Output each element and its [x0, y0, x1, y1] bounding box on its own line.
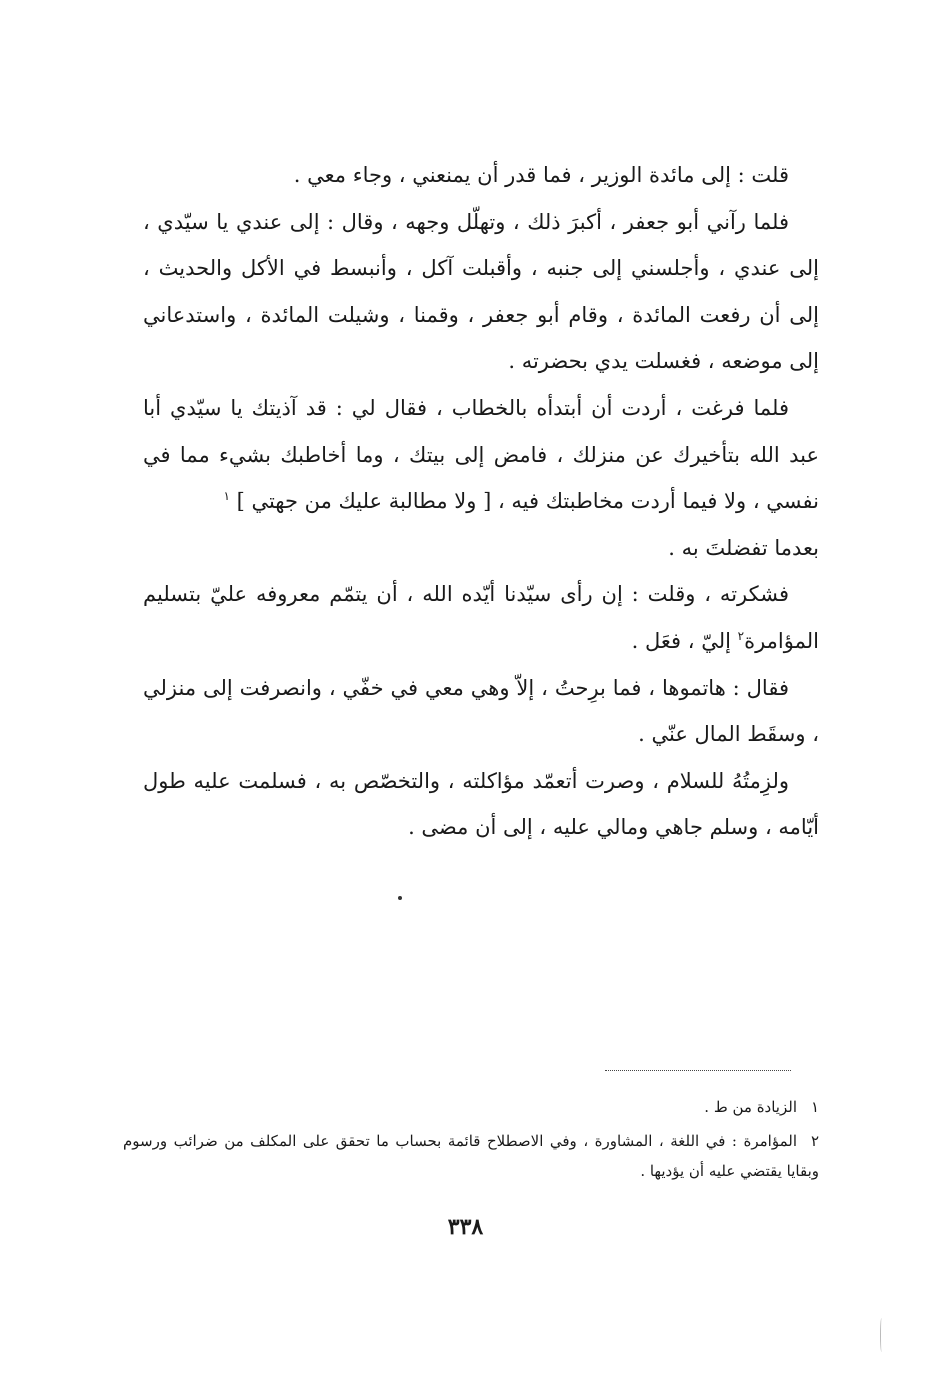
- footnote-2: [123, 1126, 819, 1186]
- paragraph-3: [143, 385, 819, 571]
- paragraph-3-text: فلما فرغت ، أردت أن أبتدأه بالخطاب ، فقال لي : قد آذيتك يا سيّدي أبا عبد الله بتأخيرك عن منزلك ، فامض إلى بيتك ، وما أخاطبك بشيء مما في نفسي ، ولا فيما أردت مخاطبتك فيه ، [ ولا مطالبة عليك من جهتي ]: [143, 395, 819, 514]
- main-text: [143, 152, 819, 851]
- footnote-2-text: المؤامرة : في اللغة ، المشاورة ، وفي الاصطلاح قائمة بحساب ما تحقق على المكلف من ضرائب ورسوم وبقايا يقتضي عليه أن يؤديها .: [123, 1132, 819, 1180]
- paragraph-5-text: فقال : هاتموها ، فما برِحتُ ، إلاّ وهي معي في خفّي ، وانصرفت إلى منزلي ، وسقَط المال عنّي .: [143, 675, 819, 747]
- paragraph-4-text: فشكرته ، وقلت : إن رأى سيّدنا أيّده الله ، أن يتمّم معروفه عليّ بتسليم المؤامرة: [143, 582, 819, 653]
- footnote-2-number: ٢: [810, 1132, 819, 1150]
- footnote-separator: [605, 1070, 791, 1071]
- footnote-ref-2: ٢: [737, 628, 745, 643]
- paragraph-1: [143, 152, 819, 199]
- footnote-1-text: الزيادة من ط .: [704, 1098, 797, 1116]
- section-dot: [398, 896, 402, 900]
- paragraph-6-text: ولزِمتُهُ للسلام ، وصرت أتعمّد مؤاكلته ، والتخصّص به ، فسلمت عليه طول أيّامه ، وسلم جاهي ومالي عليه ، إلى أن مضى .: [143, 768, 819, 840]
- footnote-1: [123, 1092, 819, 1122]
- footnotes: [123, 1092, 819, 1190]
- page-number: ٣٣٨: [447, 1214, 484, 1240]
- paragraph-1-text: قلت : إلى مائدة الوزير ، فما قدر أن يمنعني ، وجاء معي .: [293, 163, 789, 187]
- paragraph-3-tail: بعدما تفضلتَ به .: [668, 535, 819, 560]
- paragraph-4: [143, 571, 819, 664]
- paragraph-6: [143, 758, 819, 851]
- scan-artifact: [880, 1318, 883, 1352]
- paragraph-2: [143, 199, 819, 385]
- paragraph-4-tail: إليّ ، فعَل .: [631, 628, 738, 653]
- paragraph-5: [143, 665, 819, 758]
- footnote-1-number: ١: [810, 1098, 819, 1116]
- paragraph-2-text: فلما رآني أبو جعفر ، أكبرَ ذلك ، وتهلّل وجهه ، وقال : إلى عندي يا سيّدي ، إلى عندي ، وأجلسني إلى جنبه ، وأقبلت آكل ، وأنبسط في الأكل والحديث ، إلى أن رفعت المائدة ، وقام أبو جعفر ، وقمنا ، وشيلت المائدة ، واستدعاني إلى موضعه ، فغسلت يدي بحضرته .: [143, 209, 819, 374]
- footnote-ref-1: ١: [223, 489, 230, 504]
